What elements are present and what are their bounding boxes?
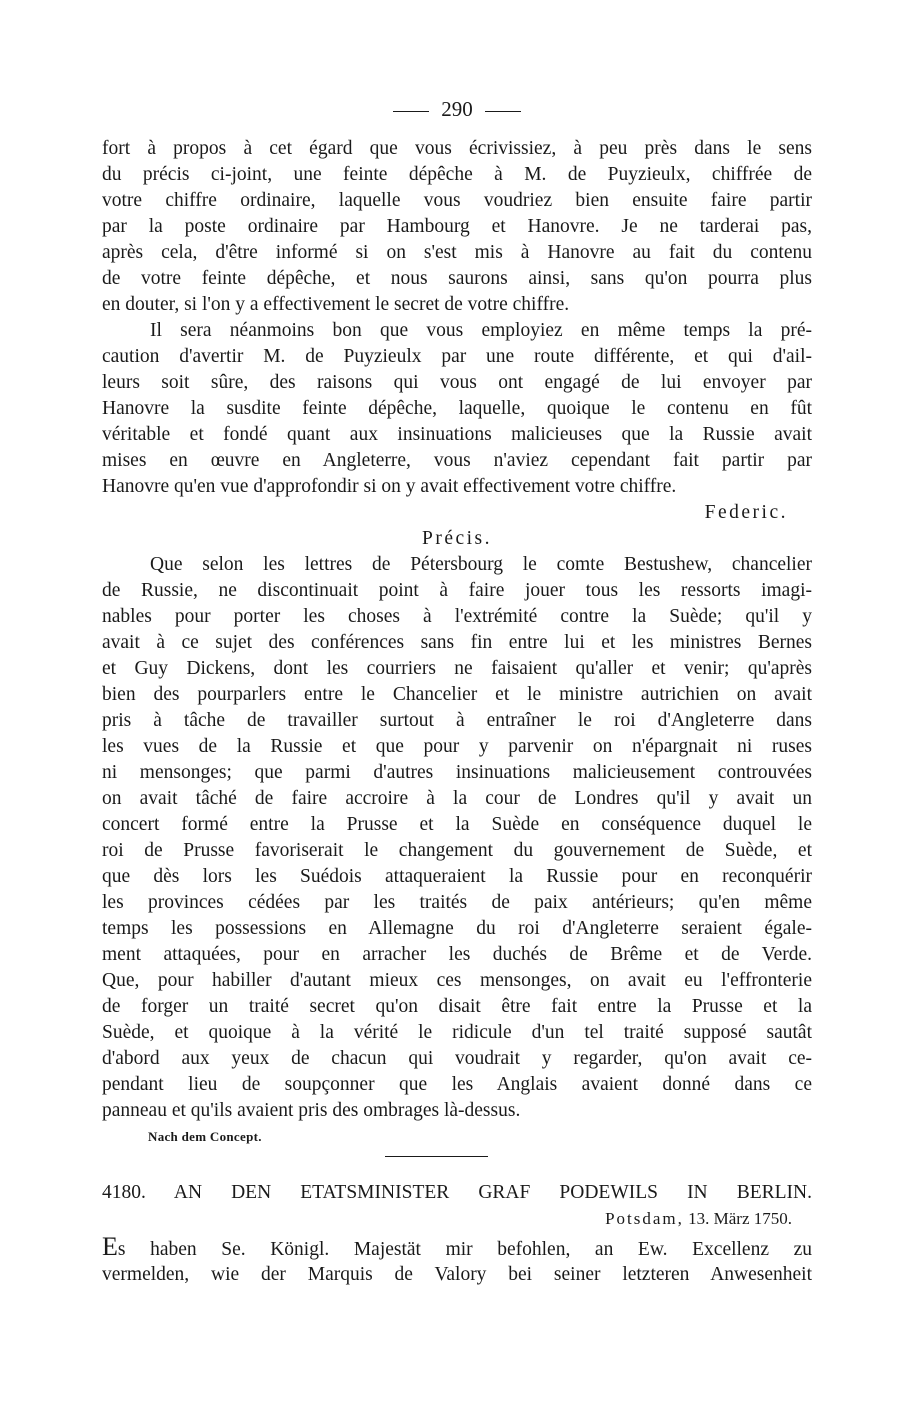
page-header [102, 92, 812, 126]
text-line: par la poste ordinaire par Hambourg et Hanovre. Je ne tarderai pas, [102, 216, 812, 237]
letter-heading: 4180. AN DEN ETATSMINISTER GRAF PODEWILS IN BERLIN. [102, 1182, 812, 1203]
letter-first-line [102, 1232, 812, 1262]
text-line: et Guy Dickens, dont les courriers ne faisaient qu'aller et venir; qu'après [102, 658, 812, 679]
text-line: pris à tâche de travailler surtout à entraîner le roi d'Angleterre dans [102, 710, 812, 731]
text-line: en douter, si l'on y a effectivement le secret de votre chiffre. [102, 294, 570, 315]
text-line: ment attaquées, pour en arracher les duchés de Brême et de Verde. [102, 944, 812, 965]
text-line: après cela, d'être informé si on s'est mis à Hanovre au fait du contenu [102, 242, 812, 263]
signature: Federic. [704, 502, 788, 523]
text-line: fort à propos à cet égard que vous écrivissiez, à peu près dans le sens [102, 138, 812, 159]
text-line: mises en œuvre en Angleterre, vous n'aviez cependant fait partir par [102, 450, 812, 471]
text-line: Que selon les lettres de Pétersbourg le comte Bestushew, chancelier [150, 554, 812, 575]
section-separator [102, 1150, 812, 1170]
header-dash-right [485, 111, 521, 112]
text-line: que dès lors les Suédois attaqueraient la Russie pour en reconquérir [102, 866, 812, 887]
text-line: concert formé entre la Prusse et la Suède en conséquence duquel le [102, 814, 812, 835]
page-number: 290 [441, 97, 473, 121]
letter-place: Potsdam, [605, 1209, 684, 1228]
continuation-paragraph [102, 136, 812, 318]
source-note: Nach dem Concept. [148, 1129, 262, 1144]
text-line: les vues de la Russie et que pour y parvenir on n'épargnait ni ruses [102, 736, 812, 757]
text-line: de Russie, ne discontinuait point à faire jouer tous les ressorts imagi- [102, 580, 812, 601]
text-line: Suède, et quoique à la vérité le ridicule d'un tel traité supposé sautât [102, 1022, 812, 1043]
text-line: leurs soit sûre, des raisons qui vous ont engagé de lui envoyer par [102, 372, 812, 393]
text-line: Il sera néanmoins bon que vous employiez en même temps la pré- [150, 320, 812, 341]
second-paragraph [102, 318, 812, 500]
text-line: Que, pour habiller d'autant mieux ces mensonges, on avait eu l'effronterie [102, 970, 812, 991]
letter-second-line: vermelden, wie der Marquis de Valory bei seiner letzteren Anwesenheit [102, 1264, 812, 1285]
text-line: roi de Prusse favoriserait le changement du gouvernement de Suède, et [102, 840, 812, 861]
text-line: les provinces cédées par les traités de paix antérieurs; qu'en même [102, 892, 812, 913]
document-page [102, 92, 812, 1288]
letter-date: 13. März 1750. [688, 1209, 792, 1228]
text-line: du précis ci-joint, une feinte dépêche à M. de Puyzieulx, chiffrée de [102, 164, 812, 185]
text-line: temps les possessions en Allemagne du roi d'Angleterre seraient égale- [102, 918, 812, 939]
drop-initial: E [102, 1232, 118, 1261]
text-line: d'abord aux yeux de chacun qui voudrait y regarder, qu'on avait ce- [102, 1048, 812, 1069]
text-line: pendant lieu de soupçonner que les Anglais avaient donné dans ce [102, 1074, 812, 1095]
text-line: de forger un traité secret qu'on disait être fait entre la Prusse et la [102, 996, 812, 1017]
precis-paragraph [102, 552, 812, 1124]
header-dash-left [393, 111, 429, 112]
text-line: avait à ce sujet des conférences sans fin entre lui et les ministres Bernes [102, 632, 812, 653]
text-line: on avait tâché de faire accroire à la cour de Londres qu'il y avait un [102, 788, 812, 809]
text-line: bien des pourparlers entre le Chancelier et le ministre autrichien on avait [102, 684, 812, 705]
text-line: ni mensonges; que parmi d'autres insinuations malicieusement controuvées [102, 762, 812, 783]
text-line: caution d'avertir M. de Puyzieulx par une route différente, et qui d'ail- [102, 346, 812, 367]
text-line: votre chiffre ordinaire, laquelle vous voudriez bien ensuite faire partir [102, 190, 812, 211]
text-line: nables pour porter les choses à l'extrémité contre la Suède; qu'il y [102, 606, 812, 627]
text-line: Hanovre qu'en vue d'approfondir si on y avait effectivement votre chiffre. [102, 476, 677, 497]
text-line: Hanovre la susdite feinte dépêche, laquelle, quoique le contenu en fût [102, 398, 812, 419]
letter-place-date [102, 1206, 812, 1232]
text-line: véritable et fondé quant aux insinuations malicieuses que la Russie avait [102, 424, 812, 445]
text-line: de votre feinte dépêche, et nous saurons ainsi, sans qu'on pourra plus [102, 268, 812, 289]
letter-first-line-text: s haben Se. Königl. Majestät mir befohlen, an Ew. Excellenz zu [117, 1239, 812, 1260]
precis-title: Précis. [421, 528, 493, 549]
text-line: panneau et qu'ils avaient pris des ombrages là-dessus. [102, 1100, 521, 1121]
separator-rule [385, 1156, 488, 1157]
